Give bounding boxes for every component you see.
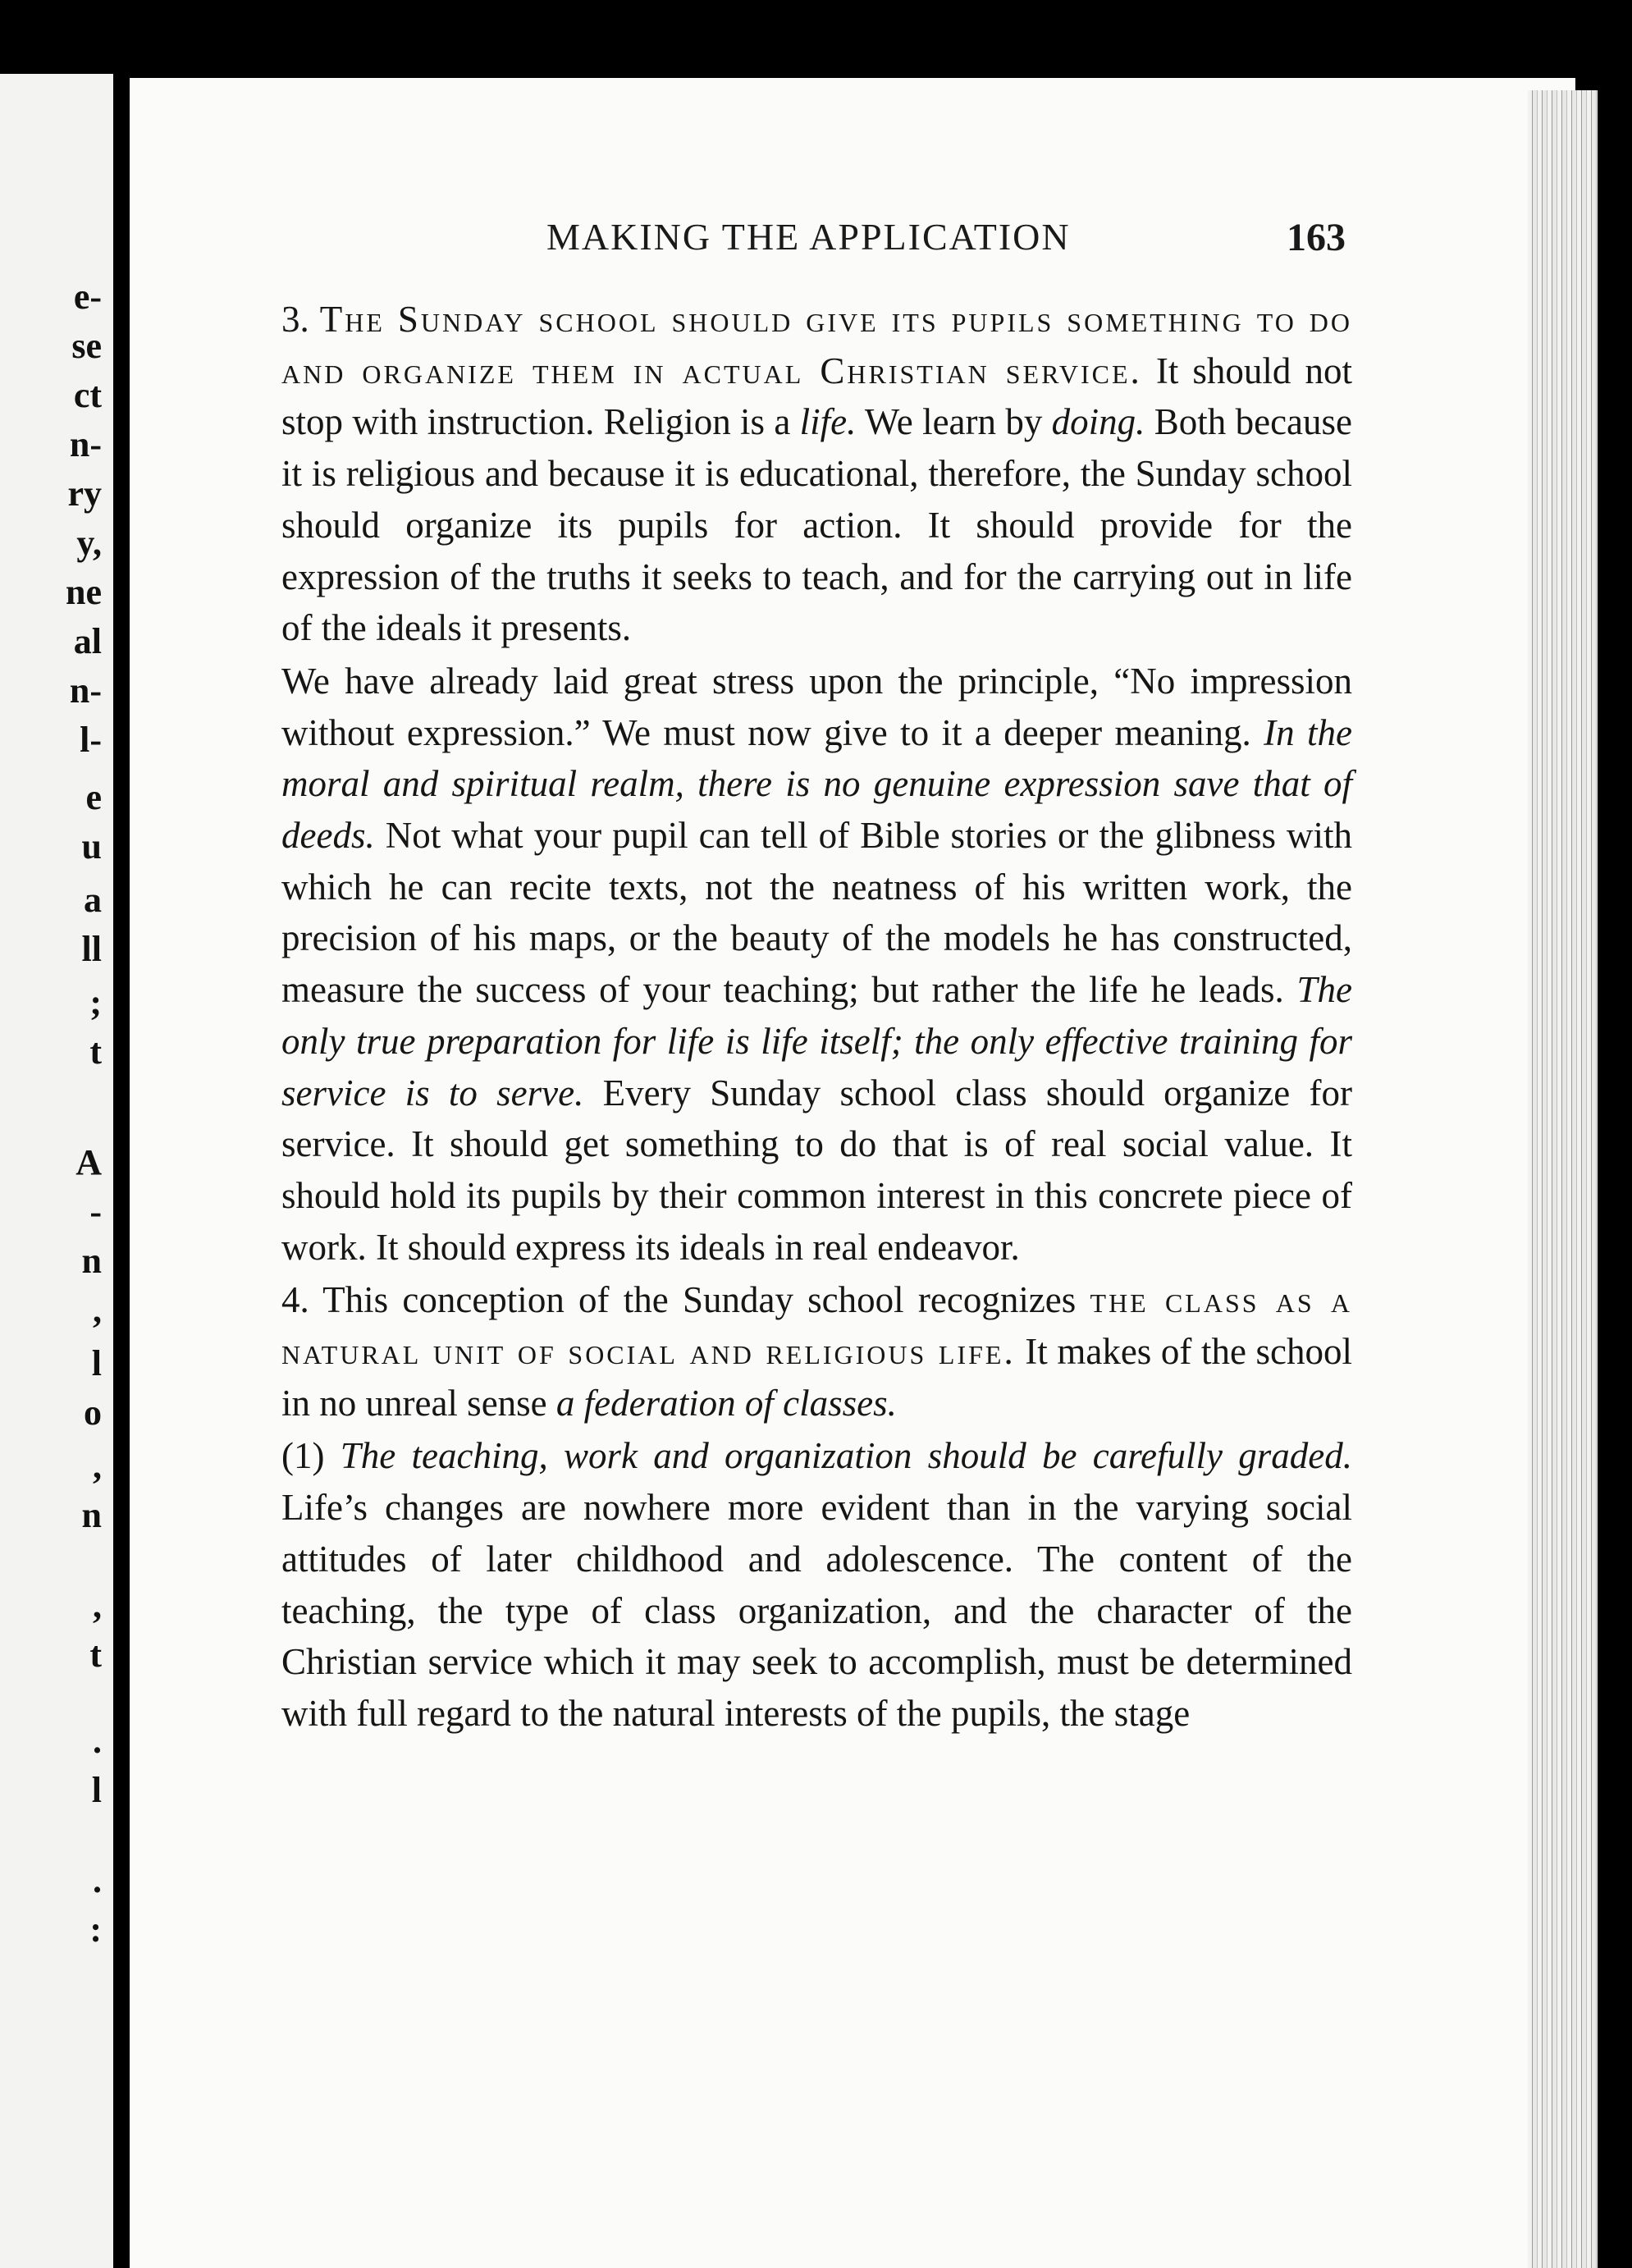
text-run: Every Sunday school class should organize for service. It should get something to do that is of real social value. It should hold its pupils by their common interest in this concrete piece of work. It should express its ideals in real endeavor. — [281, 1072, 1352, 1268]
paragraph-expression — [232, 656, 1352, 1273]
left-page-fragment: e — [85, 777, 102, 817]
page-stack-edge — [1528, 90, 1598, 2268]
section-heading: The Sunday school should give its pupils something to do and organize them in actual Christian service. — [281, 299, 1353, 391]
left-page-fragment: ry — [67, 473, 102, 514]
left-page-fragment: a — [84, 880, 102, 920]
body-text — [232, 294, 1352, 1740]
left-page-fragment: l- — [80, 720, 102, 760]
paragraph-4-1 — [232, 1430, 1352, 1739]
paragraph-3 — [232, 294, 1352, 654]
left-page-fragment: o — [84, 1392, 102, 1433]
paragraph-4 — [232, 1274, 1352, 1429]
emphasis: a federation of classes. — [555, 1382, 897, 1424]
left-page-edge — [0, 74, 113, 2268]
left-page-fragment: ; — [89, 982, 102, 1022]
page-number: 163 — [1287, 216, 1346, 259]
left-page-fragment: , — [93, 1446, 102, 1486]
left-page-fragment: t — [89, 1635, 102, 1675]
emphasis: In the moral and spiritual realm, there is no genuine expression save that of deeds. — [281, 711, 1352, 857]
left-page-fragment: e- — [73, 277, 102, 317]
emphasis: life. — [799, 401, 857, 443]
left-page-fragment: . — [93, 1721, 102, 1761]
item-number: (1) — [281, 1435, 325, 1477]
left-page-fragment: se — [71, 326, 102, 366]
left-page-fragment: . — [93, 1860, 102, 1900]
left-page-fragment: n- — [69, 424, 102, 464]
item-number: 3. — [281, 299, 309, 340]
text-run: It makes of the school in no unreal sense — [281, 1331, 1352, 1424]
left-page-fragment: , — [93, 1290, 102, 1330]
left-page-fragment: t — [89, 1031, 102, 1072]
section-heading: the class as a natural unit of social and religious life. — [281, 1279, 1353, 1373]
left-page-fragment: A — [75, 1142, 102, 1182]
left-page-fragment: n- — [69, 670, 102, 711]
emphasis: doing. — [1051, 401, 1145, 443]
text-run: Life’s changes are nowhere more evident than in the varying social attitudes of later childhood and adolescence. The content of the teaching, the type of class organization, and the character of the Christian service which it may seek to accomplish, must be determined with full regard to the natural interests of the pupils, the stage — [281, 1487, 1352, 1734]
left-page-fragment: ne — [66, 572, 102, 612]
left-page-fragment: l — [91, 1343, 102, 1383]
text-run: Both because it is religious and because it is educational, therefore, the Sunday school should organize its pupils for action. It should provide for the expression of the truths it seeks to teach, and for the carrying out in life of the ideals it presents. — [281, 401, 1353, 649]
left-page-fragment: n — [81, 1241, 102, 1281]
left-page-fragment: n — [81, 1495, 102, 1535]
text-run: It should not stop with instruction. Religion is a — [281, 350, 1352, 443]
left-page-fragment: ll — [81, 929, 102, 969]
text-run: 4. This conception of the Sunday school recognizes — [281, 1279, 1090, 1321]
left-page-fragment: , — [93, 1585, 102, 1626]
left-page-fragment: : — [89, 1909, 102, 1950]
left-page-fragment: ct — [73, 375, 102, 415]
left-page-fragment: u — [81, 826, 102, 867]
left-page-fragment: y, — [76, 523, 102, 563]
text-run: We have already laid great stress upon the principle, “No impression without expression.” We must now give to it a deeper meaning. — [281, 660, 1352, 753]
text-run: Not what your pupil can tell of Bible stories or the glibness with which he can recite texts, not the neatness of his written work, the precision of his maps, or the beauty of the models he has constructed, measure the success of your teaching; but rather the life he leads. — [281, 815, 1352, 1011]
running-title: MAKING THE APPLICATION — [546, 216, 1071, 258]
left-page-fragment: l — [91, 1770, 102, 1810]
emphasis: The only true preparation for life is life itself; the only effective training for service is to serve. — [281, 969, 1352, 1113]
left-page-fragment: al — [73, 621, 102, 661]
text-run: We learn by — [856, 401, 1052, 443]
left-page-fragment: - — [89, 1191, 102, 1232]
emphasis: The teaching, work and organization should be carefully graded. — [340, 1435, 1353, 1477]
